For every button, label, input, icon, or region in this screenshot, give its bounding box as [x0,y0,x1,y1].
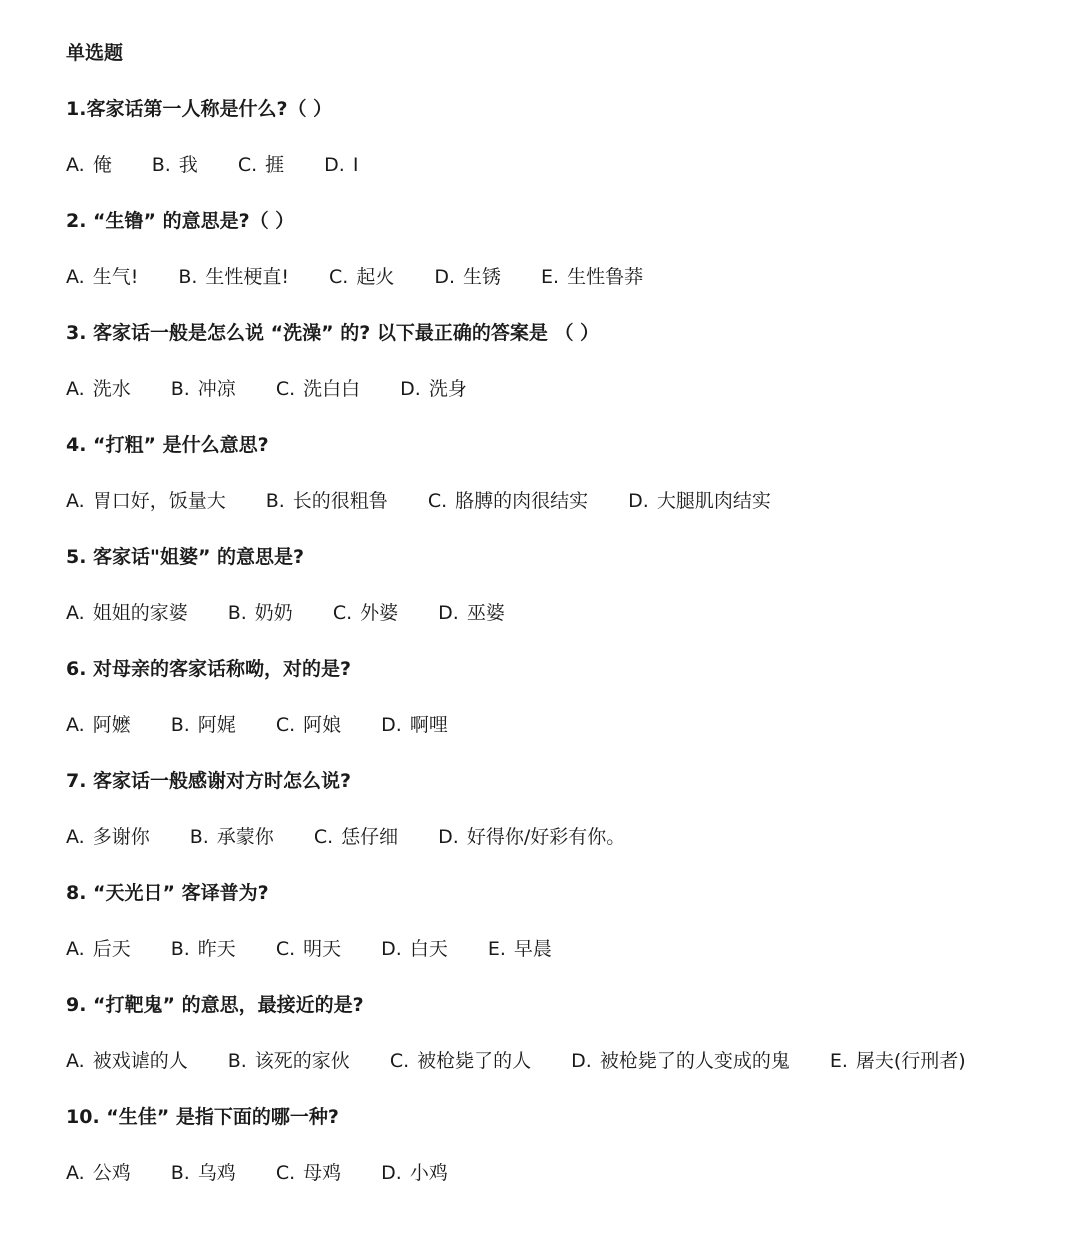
option-text: 生性鲁莽 [567,266,644,288]
option-item [266,484,388,518]
option-letter: C. [329,266,349,288]
option-text: 明天 [303,938,342,960]
option-text: I [352,154,359,176]
option-text: 小鸡 [409,1162,448,1184]
option-item [628,484,771,518]
option-letter: D. [381,714,402,736]
option-item [314,820,398,854]
option-text: 乌鸡 [197,1162,236,1184]
option-item [228,1044,350,1078]
option-letter: D. [400,378,421,400]
option-item [400,372,467,406]
option-text: 承蒙你 [216,826,274,848]
option-text: 俺 [92,154,112,176]
option-item [276,932,341,966]
option-item [66,932,131,966]
option-text: 奶奶 [254,602,293,624]
option-item [434,260,501,294]
option-text: 生性梗直! [205,266,290,288]
question-text: 3. 客家话一般是怎么说 “洗澡” 的? 以下最正确的答案是 （ ） [66,322,600,344]
option-list [66,1156,1056,1190]
option-item [438,820,625,854]
option-letter: D. [324,154,345,176]
option-text: 阿嬷 [92,714,131,736]
option-letter: D. [628,490,649,512]
option-text: 公鸡 [92,1162,131,1184]
option-letter: C. [389,1050,410,1072]
option-letter: A. [66,938,85,960]
option-letter: D. [438,602,459,624]
option-letter: D. [381,938,402,960]
option-letter: A. [66,266,85,288]
option-letter: E. [541,266,560,288]
option-text: 被枪毙了的人变成的鬼 [599,1050,790,1072]
question-10 [66,1100,1056,1190]
option-text: 外婆 [360,602,399,624]
option-item [66,372,131,406]
option-letter: D. [381,1162,402,1184]
question-1 [66,92,1056,182]
option-item [66,596,188,630]
option-letter: C. [313,826,334,848]
option-letter: D. [434,266,456,288]
option-letter: B. [170,938,190,960]
option-text: 被枪毙了的人 [417,1050,532,1072]
option-list [66,484,1056,518]
question-text: 2. “生镥” 的意思是?（ ） [66,210,295,232]
option-item [171,1156,236,1190]
quiz-document [66,36,1056,1212]
question-text: 4. “打粗” 是什么意思? [66,434,269,456]
option-letter: B. [170,714,190,736]
option-letter: C. [332,602,353,624]
option-item [238,148,284,182]
option-text: 胃口好，饭量大 [92,490,226,512]
option-item [390,1044,531,1078]
option-letter: B. [151,154,171,176]
option-text: 啊哩 [409,714,448,736]
option-letter: A. [66,378,85,400]
option-item [571,1044,790,1078]
option-item [228,596,293,630]
option-item [276,372,360,406]
option-item [66,708,131,742]
option-letter: A. [66,826,85,848]
option-text: 早晨 [513,938,552,960]
question-6 [66,652,1056,742]
question-9 [66,988,1056,1078]
option-letter: E. [487,938,506,960]
question-2 [66,204,1056,294]
option-list [66,372,1056,406]
option-item [428,484,588,518]
option-item [381,1156,448,1190]
option-letter: A. [66,714,85,736]
option-letter: B. [265,490,285,512]
option-letter: A. [66,1162,85,1184]
option-list [66,820,1056,854]
option-letter: D. [438,826,459,848]
option-letter: C. [275,714,296,736]
option-text: 阿娘 [303,714,342,736]
question-text: 6. 对母亲的客家话称呦，对的是? [66,658,352,680]
question-4 [66,428,1056,518]
option-list [66,148,1056,182]
option-item [276,708,341,742]
question-text: 7. 客家话一般感谢对方时怎么说? [66,770,352,792]
option-item [66,484,226,518]
option-letter: E. [829,1050,848,1072]
option-text: 大腿肌肉结实 [656,490,771,512]
option-item [541,260,643,294]
question-text: 5. 客家话"姐婆” 的意思是? [66,546,305,568]
option-letter: B. [170,1162,190,1184]
option-text: 姐姐的家婆 [92,602,188,624]
option-text: 生锈 [463,266,502,288]
option-letter: C. [275,378,296,400]
option-letter: C. [427,490,448,512]
option-letter: B. [178,266,198,288]
section-title: 单选题 [66,42,124,64]
option-text: 胳膊的肉很结实 [455,490,589,512]
option-letter: B. [227,1050,247,1072]
option-text: 后天 [92,938,131,960]
option-item [190,820,274,854]
option-text: 恁仔细 [341,826,399,848]
question-text: 8. “天光日” 客译普为? [66,882,269,904]
option-item [329,260,394,294]
option-list [66,932,1056,966]
question-text: 10. “生佳” 是指下面的哪一种? [66,1106,339,1128]
option-item [178,260,289,294]
option-letter: A. [66,602,85,624]
option-text: 阿娓 [197,714,236,736]
option-text: 多谢你 [92,826,150,848]
option-item [171,372,236,406]
option-text: 冲凉 [197,378,236,400]
option-item [830,1044,966,1078]
option-item [438,596,505,630]
option-item [333,596,398,630]
question-7 [66,764,1056,854]
question-text: 1.客家话第一人称是什么?（ ） [66,98,333,120]
option-letter: C. [275,938,296,960]
option-item [171,708,236,742]
option-item [66,820,150,854]
option-letter: D. [571,1050,592,1072]
option-list [66,1044,1056,1078]
option-item [381,708,448,742]
option-item [66,1156,131,1190]
option-item [171,932,236,966]
option-letter: A. [66,154,85,176]
option-letter: A. [66,490,85,512]
question-text: 9. “打靶鬼” 的意思，最接近的是? [66,994,364,1016]
option-text: 好得你/好彩有你。 [466,826,626,848]
question-5 [66,540,1056,630]
option-text: 母鸡 [303,1162,342,1184]
question-list [66,92,1056,1190]
option-text: 长的很粗鲁 [292,490,388,512]
option-letter: B. [189,826,209,848]
option-text: 生气! [92,266,139,288]
option-letter: C. [275,1162,296,1184]
option-letter: A. [66,1050,85,1072]
option-text: 屠夫(行刑者) [855,1050,966,1072]
question-8 [66,876,1056,966]
option-text: 洗白白 [303,378,361,400]
option-text: 白天 [409,938,448,960]
option-text: 洗水 [92,378,131,400]
option-item [276,1156,341,1190]
option-letter: C. [237,154,258,176]
option-item [324,148,358,182]
option-list [66,260,1056,294]
option-item [66,148,112,182]
option-text: 被戏谑的人 [92,1050,188,1072]
option-letter: B. [227,602,247,624]
option-text: 该死的家伙 [254,1050,350,1072]
option-text: 捱 [265,154,285,176]
option-list [66,596,1056,630]
option-list [66,708,1056,742]
option-item [488,932,552,966]
option-text: 我 [178,154,198,176]
option-letter: B. [170,378,190,400]
option-item [152,148,198,182]
question-3 [66,316,1056,406]
option-item [66,1044,188,1078]
option-text: 起火 [356,266,395,288]
option-text: 昨天 [197,938,236,960]
option-item [381,932,448,966]
option-item [66,260,138,294]
option-text: 洗身 [428,378,467,400]
option-text: 巫婆 [466,602,505,624]
